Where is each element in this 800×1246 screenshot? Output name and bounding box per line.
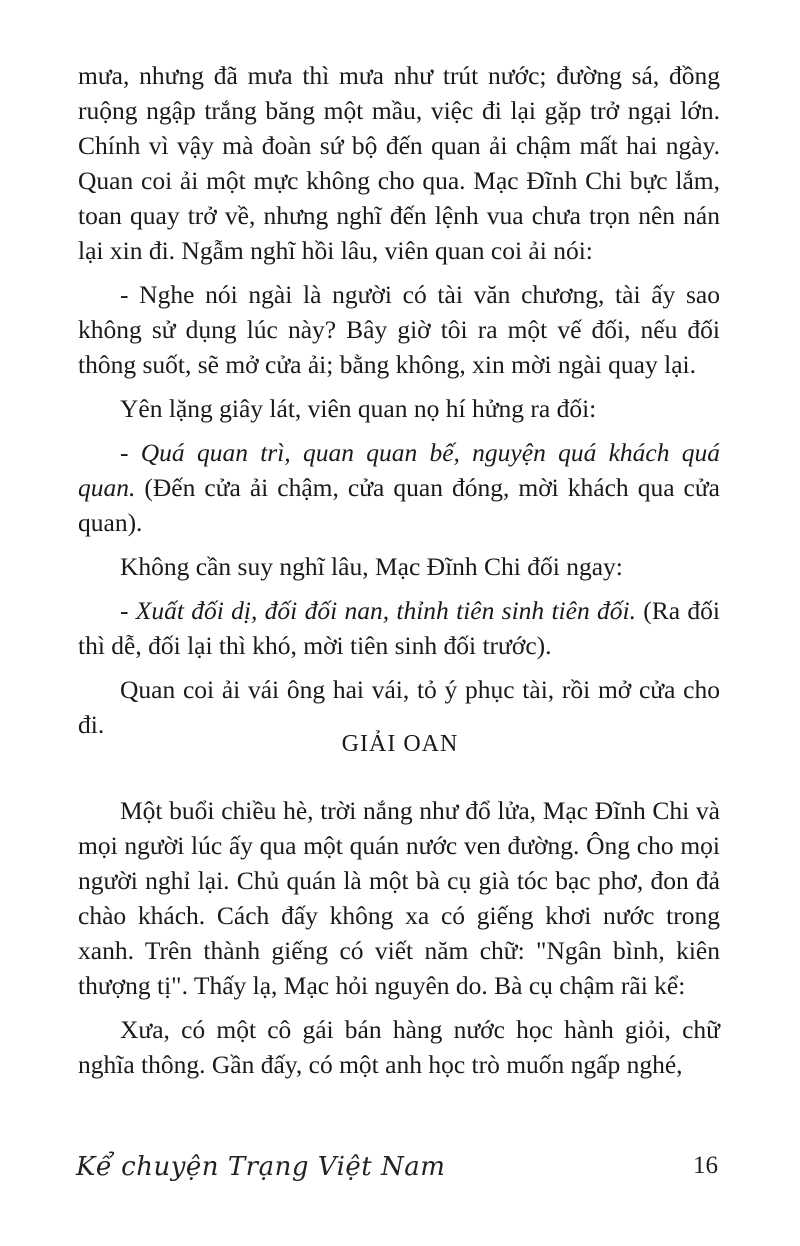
paragraph: mưa, nhưng đã mưa thì mưa như trút nước; đường sá, đồng ruộng ngập trắng băng một mầu, việc đi lại gặp trở ngại lớn. Chính vì vậy mà đoàn sứ bộ đến quan ải chậm mất hai ngày. Quan coi ải một mực không cho qua. Mạc Đĩnh Chi bực lắm, toan quay trở về, nhưng nghĩ đến lệnh vua chưa trọn nên nán lại xin đi. Ngẫm nghĩ hồi lâu, viên quan coi ải nói: [78,61,720,265]
paragraph [78,593,720,663]
footer-book-title: Kể chuyện Trạng Việt Nam [76,1152,446,1182]
paragraph: Một buổi chiều hè, trời nắng như đổ lửa, Mạc Đĩnh Chi và mọi người lúc ấy qua một quán nước ven đường. Ông cho mọi người nghỉ lại. Chủ quán là một bà cụ già tóc bạc phơ, đon đả chào khách. Cách đấy không xa có giếng khơi nước trong xanh. Trên thành giếng có viết năm chữ: "Ngân bình, kiên thượng tị". Thấy lạ, Mạc hỏi nguyên do. Bà cụ chậm rãi kể: [78,796,720,1000]
top-text-block [78,58,720,751]
paragraph: Yên lặng giây lát, viên quan nọ hí hửng ra đối: [120,394,597,423]
paragraph: Xưa, có một cô gái bán hàng nước học hành giỏi, chữ nghĩa thông. Gần đấy, có một anh học trò muốn ngấp nghé, [78,1015,720,1079]
couplet-translation: (Ra đối thì dễ, đối lại thì khó, mời tiên sinh đối trước). [78,596,721,660]
paragraph [78,435,720,540]
paragraph: Không cần suy nghĩ lâu, Mạc Đĩnh Chi đối ngay: [120,552,623,581]
page-number: 16 [693,1152,718,1179]
section-heading: GIẢI OAN [341,731,459,757]
couplet-translation: (Đến cửa ải chậm, cửa quan đóng, mời khách qua cửa quan). [78,473,720,537]
bottom-text-block [78,793,720,1091]
couplet-italic: - Quá quan trì, quan quan bế, nguyện quá khách quá quan. [78,438,720,502]
couplet-italic: - Xuất đối dị, đối đối nan, thỉnh tiên sinh tiên đối. [120,596,636,625]
paragraph: - Nghe nói ngài là người có tài văn chương, tài ấy sao không sử dụng lúc này? Bây giờ tôi ra một vế đối, nếu đối thông suốt, sẽ mở cửa ải; bằng không, xin mời ngài quay lại. [78,280,720,379]
paragraph: Quan coi ải vái ông hai vái, tỏ ý phục tài, rồi mở cửa cho đi. [78,675,720,739]
